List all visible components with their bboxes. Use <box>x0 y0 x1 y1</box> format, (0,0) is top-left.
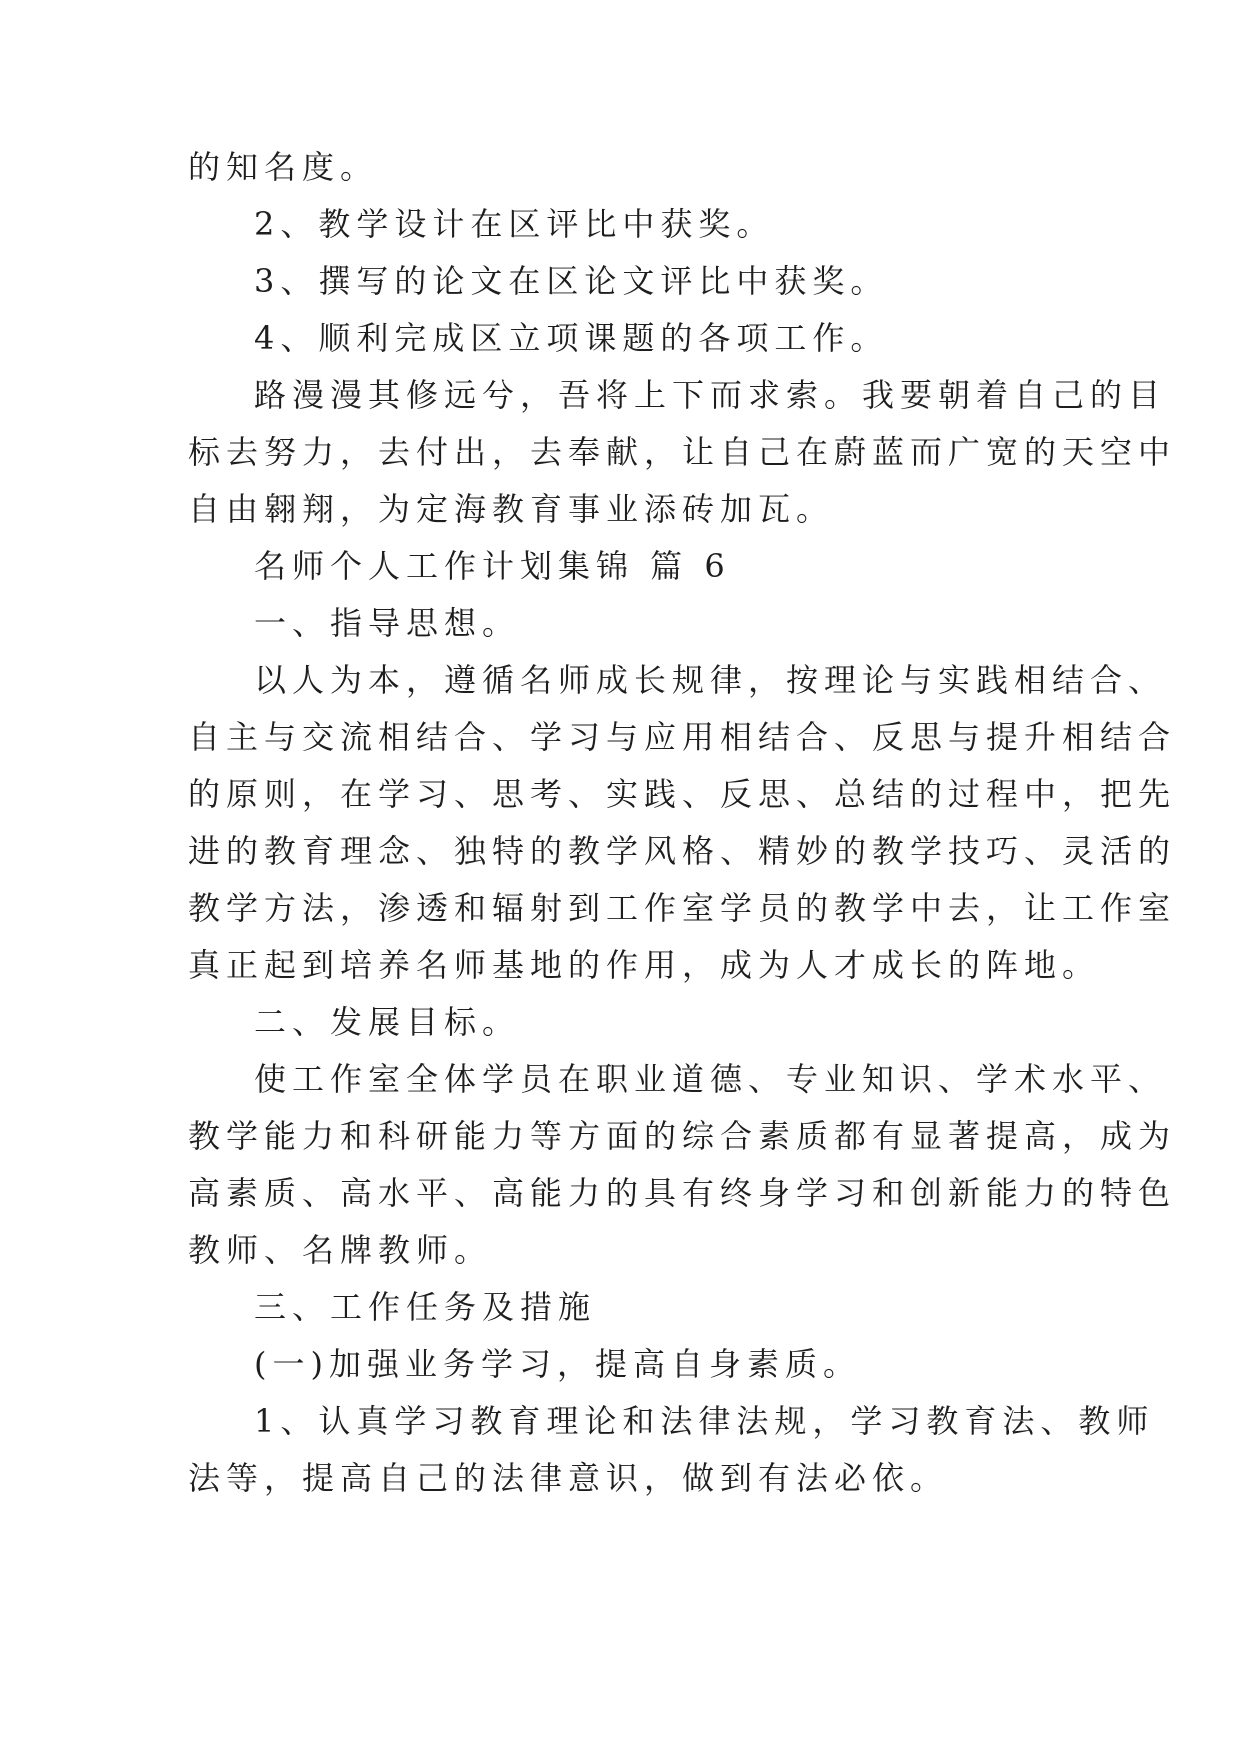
paragraph-line: 真正起到培养名师基地的作用，成为人才成长的阵地。 <box>188 946 1101 984</box>
list-item-4: 4、顺利完成区立项课题的各项工作。 <box>254 319 889 357</box>
paragraph-line: 路漫漫其修远兮，吾将上下而求索。我要朝着自己的目 <box>254 376 1167 414</box>
list-item-3: 3、撰写的论文在区论文评比中获奖。 <box>254 262 889 300</box>
paragraph-line: 使工作室全体学员在职业道德、专业知识、学术水平、 <box>254 1060 1167 1098</box>
subheading-study: (一)加强业务学习，提高自身素质。 <box>254 1345 861 1383</box>
heading-development-goals: 二、发展目标。 <box>254 1003 521 1041</box>
paragraph-line: 标去努力，去付出，去奉献，让自己在蔚蓝而广宽的天空中 <box>188 433 1177 471</box>
paragraph-line: 进的教育理念、独特的教学风格、精妙的教学技巧、灵活的 <box>188 832 1177 870</box>
paragraph-line: 的原则，在学习、思考、实践、反思、总结的过程中，把先 <box>188 775 1177 813</box>
section-title: 名师个人工作计划集锦 篇 6 <box>254 547 731 585</box>
paragraph-line: 教学方法，渗透和辐射到工作室学员的教学中去，让工作室 <box>188 889 1177 927</box>
paragraph-line: 自由翱翔，为定海教育事业添砖加瓦。 <box>188 490 835 528</box>
paragraph-line: 教学能力和科研能力等方面的综合素质都有显著提高，成为 <box>188 1117 1177 1155</box>
paragraph-line: 教师、名牌教师。 <box>188 1231 493 1269</box>
heading-guiding-thought: 一、指导思想。 <box>254 604 521 642</box>
paragraph-line: 以人为本，遵循名师成长规律，按理论与实践相结合、 <box>254 661 1167 699</box>
list-item-2: 2、教学设计在区评比中获奖。 <box>254 205 775 243</box>
list-item-1: 1、认真学习教育理论和法律法规，学习教育法、教师 <box>254 1402 1155 1440</box>
paragraph-line: 自主与交流相结合、学习与应用相结合、反思与提升相结合 <box>188 718 1177 756</box>
paragraph-line: 高素质、高水平、高能力的具有终身学习和创新能力的特色 <box>188 1174 1177 1212</box>
heading-tasks-measures: 三、工作任务及措施 <box>254 1288 597 1326</box>
paragraph-line: 法等，提高自己的法律意识，做到有法必依。 <box>188 1459 949 1497</box>
paragraph-line: 的知名度。 <box>188 148 379 186</box>
